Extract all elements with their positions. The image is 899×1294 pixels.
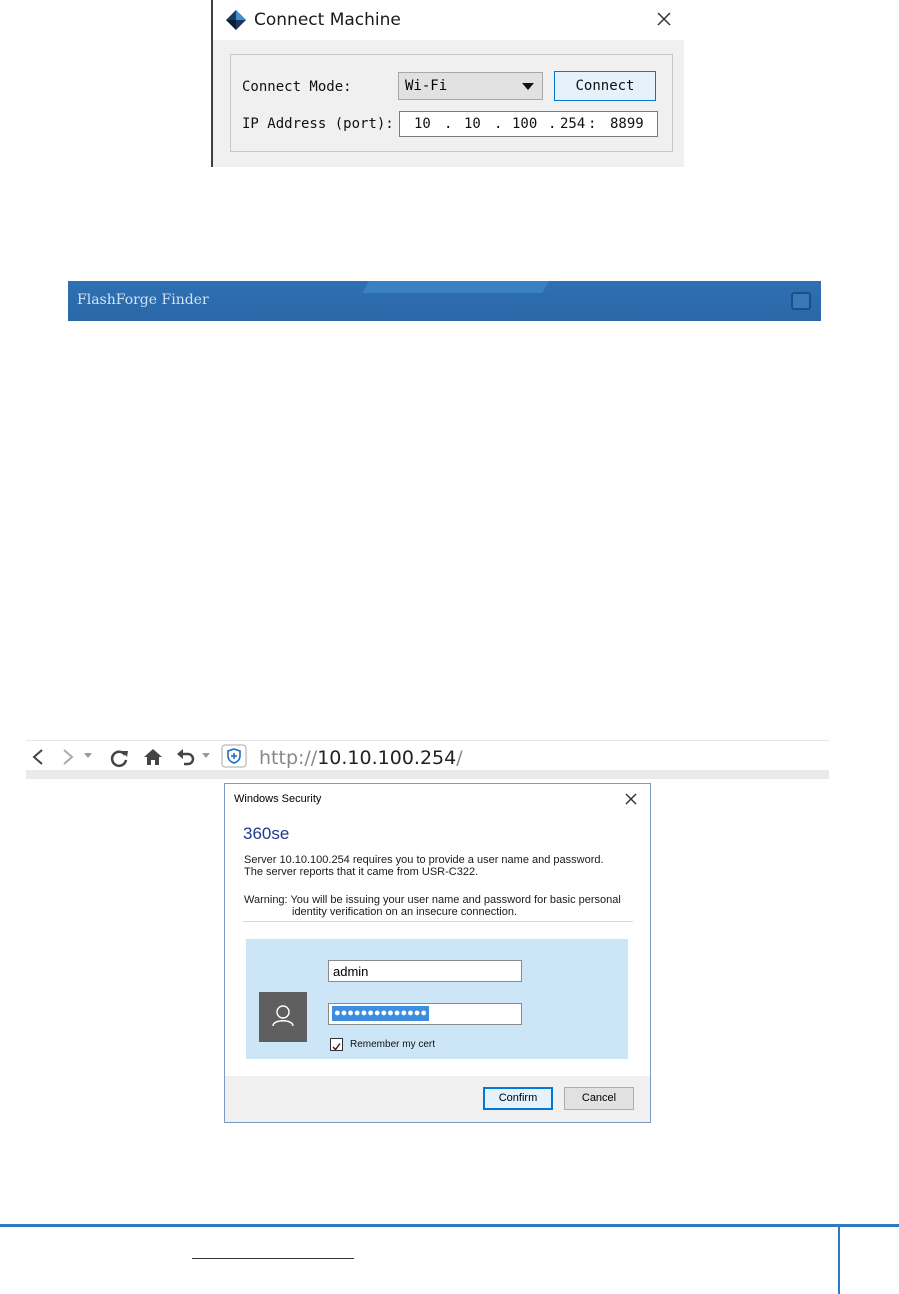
footer-underline: [192, 1258, 354, 1259]
remember-checkbox[interactable]: [330, 1038, 343, 1051]
checkmark-icon: [331, 1041, 342, 1052]
ip-dot: .: [444, 116, 453, 132]
nav-bottom-strip: [26, 770, 829, 779]
address-bar[interactable]: [259, 747, 463, 769]
connect-machine-dialog: [211, 0, 684, 167]
chevron-down-icon[interactable]: [84, 753, 92, 759]
warning-line-1: Warning: You will be issuing your user name and password for basic personal: [244, 894, 621, 906]
avatar: [259, 992, 307, 1042]
message-line-1: Server 10.10.100.254 requires you to provide a user name and password.: [244, 854, 604, 866]
ip-octet-4: 254: [560, 116, 586, 132]
app-title: FlashForge Finder: [77, 292, 209, 308]
forward-icon[interactable]: [60, 748, 76, 766]
windows-security-dialog: [224, 783, 651, 1123]
ip-octet-2: 10: [464, 116, 481, 132]
username-value: admin: [333, 964, 369, 979]
close-icon[interactable]: [653, 8, 675, 30]
url-slash: /: [456, 747, 463, 769]
ip-address-label: IP Address (port):: [242, 116, 394, 132]
window-control-icon[interactable]: [791, 292, 811, 310]
app-name: 360se: [243, 824, 290, 843]
flashforge-finder-bar: [68, 281, 821, 321]
connect-mode-value: Wi-Fi: [405, 78, 448, 94]
dialog-title: Connect Machine: [254, 10, 401, 30]
shield-icon[interactable]: [221, 744, 247, 768]
ip-port: 8899: [610, 116, 644, 132]
home-icon[interactable]: [143, 748, 163, 766]
remember-label: Remember my cert: [350, 1039, 436, 1050]
confirm-button[interactable]: Confirm: [483, 1087, 553, 1110]
close-icon[interactable]: [624, 792, 638, 806]
flashforge-logo-icon: [225, 9, 247, 31]
chevron-down-icon: [522, 83, 534, 90]
ip-dot: .: [548, 116, 557, 132]
chevron-down-icon[interactable]: [202, 753, 210, 759]
footer-vertical-line: [838, 1227, 840, 1294]
connect-settings-group: [230, 54, 673, 152]
warning-line-2: identity verification on an insecure connection.: [292, 906, 518, 918]
ip-colon: :: [588, 116, 597, 132]
username-input[interactable]: [328, 960, 522, 982]
password-input[interactable]: [328, 1003, 522, 1025]
user-icon: [259, 992, 307, 1042]
ip-dot: .: [494, 116, 503, 132]
separator: [243, 921, 633, 922]
url-scheme: http://: [259, 747, 318, 769]
browser-nav-bar: [26, 740, 829, 779]
undo-icon[interactable]: [176, 748, 196, 766]
footer-line: [0, 1224, 899, 1227]
refresh-icon[interactable]: [109, 748, 129, 768]
ip-address-field[interactable]: [399, 111, 658, 137]
message-line-2: The server reports that it came from USR-C322.: [244, 866, 479, 878]
password-value: ●●●●●●●●●●●●●●: [334, 1007, 428, 1019]
ip-octet-3: 100: [512, 116, 538, 132]
connect-mode-select[interactable]: [398, 72, 543, 100]
back-icon[interactable]: [30, 748, 46, 766]
url-host: 10.10.100.254: [317, 747, 457, 769]
ip-octet-1: 10: [414, 116, 431, 132]
decorative-swoosh: [362, 281, 554, 293]
connect-mode-label: Connect Mode:: [242, 79, 352, 95]
dialog-titlebar: [213, 0, 684, 40]
dialog-title: Windows Security: [234, 793, 322, 805]
connect-button[interactable]: Connect: [554, 71, 656, 101]
cancel-button[interactable]: Cancel: [564, 1087, 634, 1110]
